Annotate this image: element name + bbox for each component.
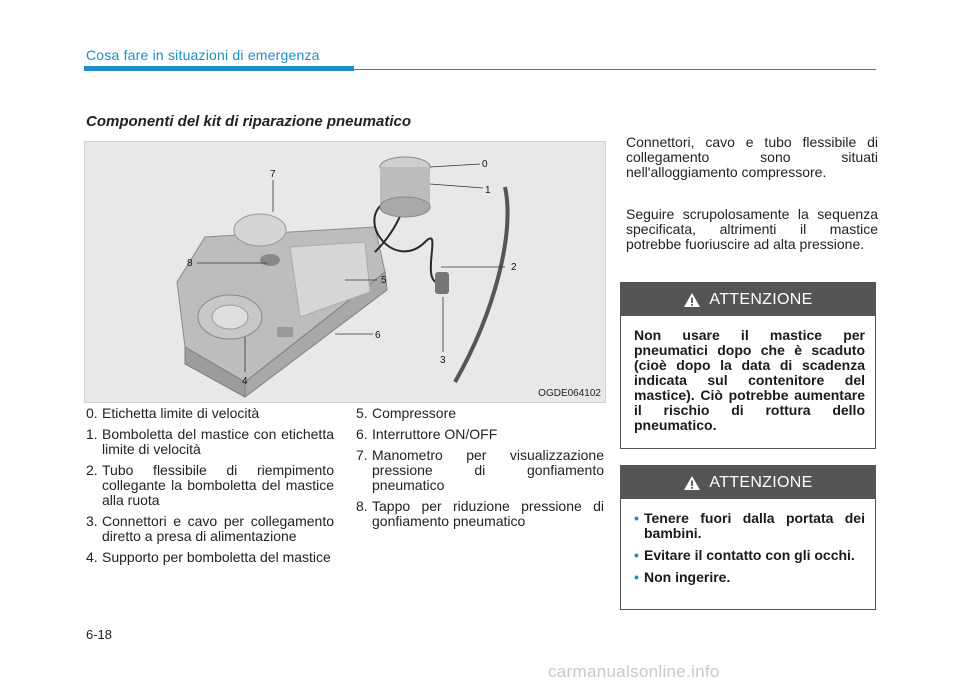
- list-item: • Non ingerire.: [634, 569, 731, 585]
- callout-0: 0: [482, 159, 488, 170]
- bullet-icon: •: [634, 510, 639, 526]
- callout-5: 5: [381, 275, 387, 286]
- warning-box-safety: [620, 465, 876, 610]
- list-item: • Tenere fuori dalla portata dei bambini.: [634, 510, 865, 541]
- list-item: 7. Manometro per visualizzazione pressione di gonfiamento pneumatico: [356, 447, 604, 493]
- callout-4: 4: [242, 376, 248, 387]
- repair-kit-illustration: [85, 142, 606, 403]
- list-item: 8. Tappo per riduzione pressione di gonfiamento pneumatico: [356, 498, 604, 529]
- pressure-cap: [260, 254, 280, 266]
- pressure-gauge: [234, 214, 286, 246]
- paragraph-connectors: Connettori, cavo e tubo flessibile di collegamento sono situati nell'alloggiamento compressore.: [626, 134, 878, 180]
- subtitle: Componenti del kit di riparazione pneumatico: [86, 113, 412, 130]
- filling-hose: [455, 187, 508, 382]
- list-item: • Evitare il contatto con gli occhi.: [634, 547, 855, 563]
- warning-title: ATTENZIONE: [709, 473, 813, 491]
- callout-2: 2: [511, 262, 517, 273]
- list-item: 2. Tubo flessibile di riempimento collegante la bomboletta del mastice alla ruota: [86, 462, 334, 508]
- on-off-switch: [277, 327, 293, 337]
- warning-triangle-icon: [683, 475, 701, 491]
- bullet-icon: •: [634, 569, 639, 585]
- power-connector: [435, 272, 449, 294]
- figure-code: OGDE064102: [538, 388, 601, 399]
- warning-header: [621, 283, 875, 316]
- components-list-left: [86, 406, 334, 571]
- warning-bullets: [621, 499, 875, 585]
- list-item: 1. Bomboletta del mastice con etichetta limite di velocità: [86, 426, 334, 457]
- warning-title: ATTENZIONE: [709, 290, 813, 308]
- warning-text: Non usare il mastice per pneumatici dopo che è scaduto (cioè dopo la data di scadenza indicata sul contenitore del mastice). Ciò potrebbe aumentare il rischio di rottura dello pneumatico.: [634, 327, 865, 433]
- list-item: 6. Interruttore ON/OFF: [356, 426, 498, 442]
- header-rule-thin: [354, 69, 876, 70]
- paragraph-sequence: Seguire scrupolosamente la sequenza specificata, altrimenti il mastice potrebbe fuoriuscire ad alta pressione.: [626, 206, 878, 252]
- callout-1: 1: [485, 185, 491, 196]
- warning-box-expiry: [620, 282, 876, 449]
- list-item: 5. Compressore: [356, 405, 457, 421]
- repair-kit-figure: [84, 141, 606, 403]
- warning-triangle-icon: [683, 292, 701, 308]
- section-title: Cosa fare in situazioni di emergenza: [86, 47, 320, 63]
- page-number: 6-18: [86, 627, 113, 642]
- components-list-right: [356, 406, 604, 535]
- list-item: 3. Connettori e cavo per collegamento diretto a presa di alimentazione: [86, 513, 334, 544]
- callout-6: 6: [375, 330, 381, 341]
- list-item: 0. Etichetta limite di velocità: [86, 405, 260, 421]
- callout-8: 8: [187, 258, 193, 269]
- bullet-icon: •: [634, 547, 639, 563]
- list-item: 4. Supporto per bomboletta del mastice: [86, 549, 331, 565]
- warning-header: [621, 466, 875, 499]
- watermark: carmanualsonline.info: [548, 662, 720, 681]
- callout-3: 3: [440, 355, 446, 366]
- header-rule-thick: [84, 66, 354, 71]
- callout-7: 7: [270, 169, 276, 180]
